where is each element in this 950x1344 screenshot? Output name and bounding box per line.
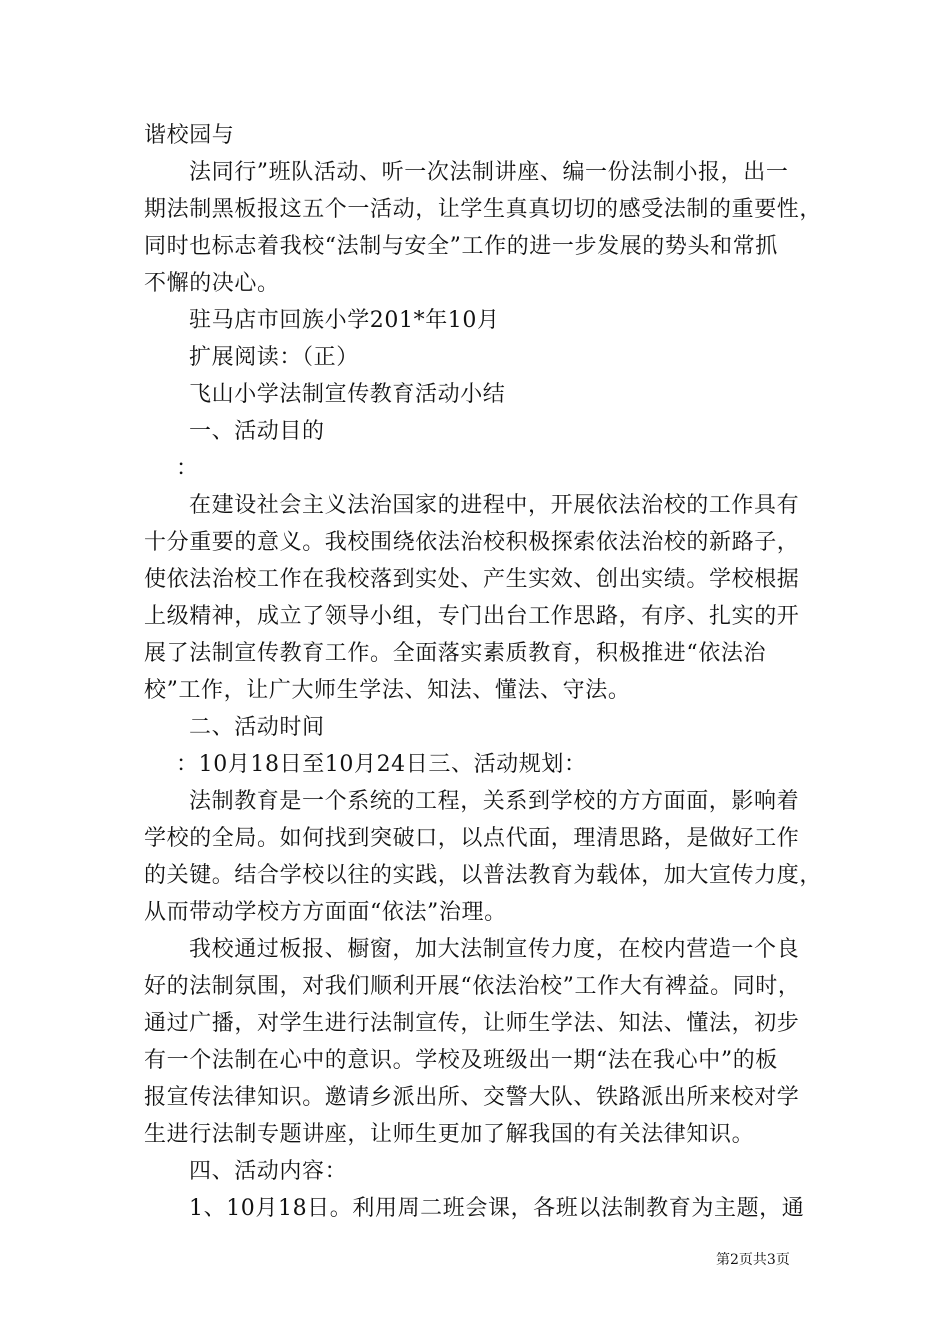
- text-line: 不懈的决心。: [144, 271, 280, 296]
- text-line: 我校通过板报、橱窗，加大法制宣传力度，在校内营造一个良: [189, 937, 800, 962]
- text-line: 谐校园与: [144, 123, 235, 148]
- text-line: 报宣传法律知识。邀请乡派出所、交警大队、铁路派出所来校对学: [144, 1085, 800, 1110]
- text-line: 好的法制氛围，对我们顺利开展“依法治校”工作大有裨益。同时，: [144, 974, 801, 999]
- section-title: 飞山小学法制宣传教育活动小结: [189, 382, 506, 407]
- text-line: 展了法制宣传教育工作。全面落实素质教育，积极推进“依法治: [144, 641, 767, 666]
- text-line: 上级精神，成立了领导小组，专门出台工作思路，有序、扎实的开: [144, 604, 800, 629]
- text-line: 从而带动学校方方面面“依法”治理。: [144, 900, 507, 925]
- text-line: 校”工作，让广大师生学法、知法、懂法、守法。: [144, 678, 631, 703]
- text-line: ：: [176, 456, 199, 481]
- text-line: 期法制黑板报这五个一活动，让学生真真切切的感受法制的重要性，: [144, 197, 823, 222]
- text-line: 驻马店市回族小学201*年10月: [189, 308, 500, 333]
- text-line: 使依法治校工作在我校落到实处、产生实效、创出实绩。学校根据: [144, 567, 800, 592]
- text-line: 通过广播，对学生进行法制宣传，让师生学法、知法、懂法，初步: [144, 1011, 800, 1036]
- text-line: 有一个法制在心中的意识。学校及班级出一期“法在我心中”的板: [144, 1048, 778, 1073]
- text-line: 在建设社会主义法治国家的进程中，开展依法治校的工作具有: [189, 493, 800, 518]
- section-heading: 二、活动时间: [189, 715, 325, 740]
- section-heading: 四、活动内容：: [189, 1159, 348, 1184]
- text-line: 的关键。结合学校以往的实践，以普法教育为载体，加大宣传力度，: [144, 863, 823, 888]
- text-line: 十分重要的意义。我校围绕依法治校积极探索依法治校的新路子，: [144, 530, 800, 555]
- text-line: 法制教育是一个系统的工程，关系到学校的方方面面，影响着: [189, 789, 800, 814]
- text-line: 生进行法制专题讲座，让师生更加了解我国的有关法律知识。: [144, 1122, 755, 1147]
- text-line: 扩展阅读：（正）: [189, 345, 359, 370]
- page-number: 第2页共3页: [716, 1252, 790, 1268]
- text-line: 学校的全局。如何找到突破口，以点代面，理清思路，是做好工作: [144, 826, 800, 851]
- text-line: 同时也标志着我校“法制与安全”工作的进一步发展的势头和常抓: [144, 234, 778, 259]
- text-line: 1、10月18日。利用周二班会课，各班以法制教育为主题，通: [189, 1196, 805, 1221]
- text-line: 法同行”班队活动、听一次法制讲座、编一份法制小报，出一: [189, 160, 789, 185]
- text-line: ：10月18日至10月24日三、活动规划：: [176, 752, 587, 777]
- section-heading: 一、活动目的: [189, 419, 325, 444]
